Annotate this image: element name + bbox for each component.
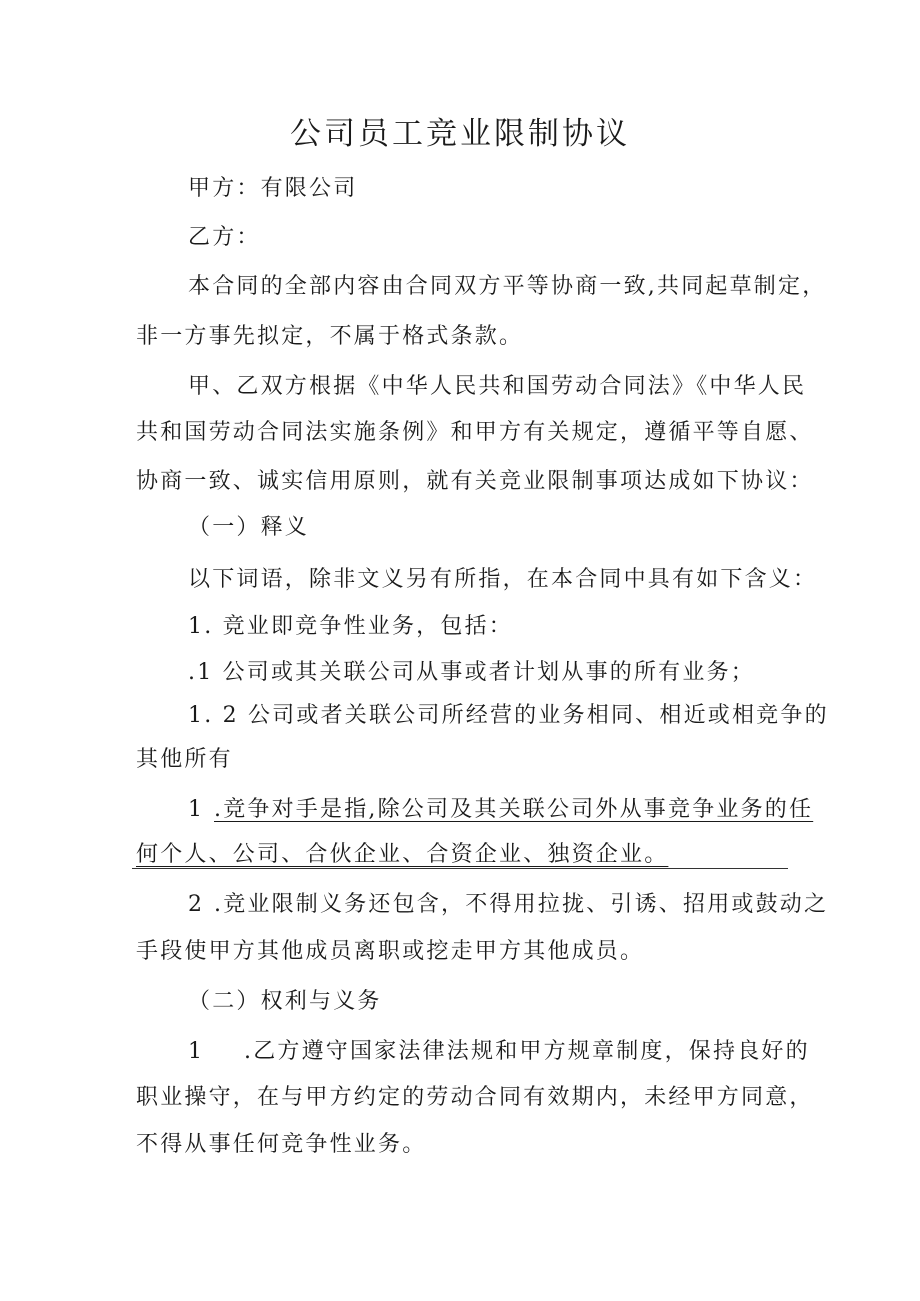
document-title: 公司员工竞业限制协议 [290, 116, 630, 152]
horizontal-rule [132, 868, 788, 869]
item-2-line-2: 手段使甲方其他成员离职或挖走甲方其他成员。 [136, 939, 645, 964]
item-1-1: .1 公司或其关联公司从事或者计划从事的所有业务； [188, 660, 755, 685]
party-b-line: 乙方： [188, 225, 261, 250]
item-1-2-line-1: 1. 2 公司或者关联公司所经营的业务相同、相近或相竞争的 [188, 703, 829, 728]
party-a-line: 甲方：有限公司 [188, 176, 358, 201]
item-2-line-1: .竞业限制义务还包含，不得用拉拢、引诱、招用或鼓动之 [214, 892, 829, 917]
item-1: 1. 竞业即竞争性业务，包括： [188, 614, 513, 639]
paragraph-2-line-3: 协商一致、诚实信用原则，就有关竞业限制事项达成如下协议： [136, 469, 814, 494]
paragraph-2-line-2: 共和国劳动合同法实施条例》和甲方有关规定，遵循平等自愿、 [136, 420, 814, 445]
definitions-intro: 以下词语，除非文义另有所指，在本合同中具有如下含义： [188, 567, 818, 592]
section-2-heading: （二）权利与义务 [188, 989, 382, 1014]
item-1-2-line-2: 其他所有 [136, 747, 233, 772]
paragraph-1-line-2: 非一方事先拟定，不属于格式条款。 [136, 324, 524, 349]
competitor-definition-line-1: .竞争对手是指,除公司及其关联公司外从事竞争业务的任 [214, 797, 814, 822]
section-1-heading: （一）释义 [188, 515, 310, 540]
competitor-definition-line-2: 何个人、公司、合伙企业、合资企业、独资企业。 [136, 842, 669, 867]
item-2-number: 2 [188, 892, 205, 917]
duty-1-line-3: 不得从事任何竞争性业务。 [136, 1132, 427, 1157]
duty-1-line-2: 职业操守，在与甲方约定的劳动合同有效期内，未经甲方同意， [136, 1085, 814, 1110]
paragraph-1-line-1: 本合同的全部内容由合同双方平等协商一致,共同起草制定， [188, 274, 827, 299]
duty-1-line-1: .乙方遵守国家法律法规和甲方规章制度，保持良好的 [244, 1039, 810, 1064]
competitor-number: 1 [188, 797, 205, 822]
paragraph-2-line-1: 甲、乙双方根据《中华人民共和国劳动合同法》《中华人民 [188, 374, 807, 399]
duty-1-number: 1 [188, 1039, 205, 1064]
